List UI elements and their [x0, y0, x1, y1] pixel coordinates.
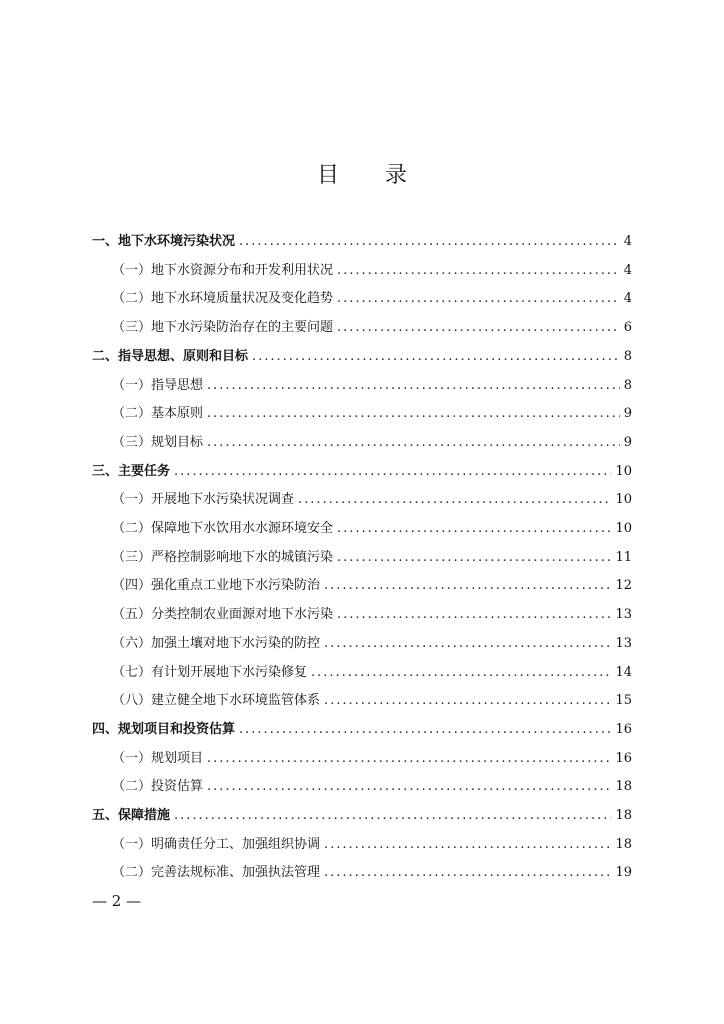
- toc-subsection-entry[interactable]: [92, 630, 632, 652]
- toc-entry-page: 13: [615, 635, 632, 651]
- toc-leader-dots: [207, 779, 611, 795]
- toc-entry-label: （七）有计划开展地下水污染修复: [112, 664, 308, 680]
- toc-leader-dots: [324, 837, 611, 853]
- toc-leader-dots: [252, 349, 620, 365]
- title-char-2: 录: [385, 163, 408, 188]
- toc-entry-label: （六）加强土壤对地下水污染的防控: [112, 635, 321, 651]
- toc-entry-label: （一）地下水资源分布和开发利用状况: [112, 262, 334, 278]
- toc-entry-page: 8: [623, 348, 632, 364]
- toc-entry-label: 五、保障措施: [92, 808, 171, 823]
- toc-entry-label: （一）明确责任分工、加强组织协调: [112, 836, 321, 852]
- toc-leader-dots: [337, 550, 611, 566]
- toc-leader-dots: [207, 406, 620, 422]
- toc-subsection-entry[interactable]: [92, 400, 632, 422]
- toc-section-entry[interactable]: [92, 802, 632, 824]
- toc-subsection-entry[interactable]: [92, 572, 632, 594]
- toc-entry-page: 8: [623, 377, 632, 393]
- toc-entry-label: （二）保障地下水饮用水水源环境安全: [112, 521, 334, 536]
- toc-entry-page: 12: [615, 578, 632, 594]
- toc-entry-page: 15: [615, 693, 632, 709]
- toc-section-entry[interactable]: [92, 716, 632, 738]
- toc-subsection-entry[interactable]: [92, 773, 632, 795]
- toc-entry-label: 三、主要任务: [92, 463, 171, 479]
- toc-leader-dots: [174, 808, 611, 824]
- toc-entry-label: 二、指导思想、原则和目标: [92, 348, 249, 364]
- toc-entry-page: 16: [615, 750, 632, 766]
- toc-entry-label: 一、地下水环境污染状况: [92, 234, 236, 249]
- toc-leader-dots: [324, 578, 611, 594]
- toc-leader-dots: [298, 492, 611, 508]
- page-number-footer: — 2 —: [92, 892, 142, 910]
- toc-entry-page: 13: [615, 607, 632, 623]
- toc-entry-label: （二）完善法规标准、加强执法管理: [112, 865, 321, 881]
- toc-entry-page: 9: [623, 406, 632, 422]
- toc-entry-label: （三）地下水污染防治存在的主要问题: [112, 320, 334, 336]
- toc-entry-label: （一）指导思想: [112, 377, 204, 393]
- toc-subsection-entry[interactable]: [92, 372, 632, 394]
- toc-subsection-entry[interactable]: [92, 831, 632, 853]
- toc-leader-dots: [324, 693, 611, 709]
- toc-leader-dots: [207, 751, 611, 767]
- toc-leader-dots: [324, 636, 611, 652]
- toc-subsection-entry[interactable]: [92, 659, 632, 681]
- toc-leader-dots: [311, 665, 611, 681]
- toc-entry-page: 10: [615, 463, 632, 479]
- toc-leader-dots: [337, 263, 620, 279]
- toc-section-entry[interactable]: [92, 228, 632, 250]
- toc-entry-page: 18: [615, 808, 632, 823]
- toc-entry-page: 4: [623, 234, 632, 249]
- toc-subsection-entry[interactable]: [92, 601, 632, 623]
- toc-leader-dots: [337, 320, 620, 336]
- toc-leader-dots: [207, 378, 620, 394]
- toc-entry-page: 16: [615, 721, 632, 737]
- toc-entry-page: 4: [623, 291, 632, 307]
- toc-subsection-entry[interactable]: [92, 544, 632, 566]
- toc-subsection-entry[interactable]: [92, 859, 632, 881]
- toc-leader-dots: [337, 521, 611, 537]
- toc-leader-dots: [174, 464, 611, 480]
- toc-subsection-entry[interactable]: [92, 745, 632, 767]
- toc-section-entry[interactable]: [92, 458, 632, 480]
- page-title: [0, 158, 724, 189]
- toc-entry-page: 9: [623, 434, 632, 450]
- toc-entry-page: 11: [615, 549, 632, 565]
- toc-entry-label: （四）强化重点工业地下水污染防治: [112, 578, 321, 594]
- toc-leader-dots: [239, 234, 620, 250]
- toc-subsection-entry[interactable]: [92, 257, 632, 279]
- toc-subsection-entry[interactable]: [92, 515, 632, 537]
- toc-entry-page: 18: [615, 779, 632, 795]
- toc-entry-label: （二）基本原则: [112, 406, 204, 422]
- toc-leader-dots: [207, 435, 620, 451]
- toc-entry-label: （二）地下水环境质量状况及变化趋势: [112, 291, 334, 307]
- title-char-1: 目: [316, 163, 339, 188]
- toc-leader-dots: [337, 607, 611, 623]
- toc-entry-page: 6: [623, 320, 632, 336]
- toc-entry-label: （八）建立健全地下水环境监管体系: [112, 693, 321, 709]
- toc-leader-dots: [324, 865, 611, 881]
- toc-entry-page: 10: [615, 492, 632, 508]
- toc-entry-page: 10: [615, 521, 632, 536]
- toc-subsection-entry[interactable]: [92, 687, 632, 709]
- toc-entry-page: 14: [615, 664, 632, 680]
- toc-leader-dots: [239, 722, 611, 738]
- toc-subsection-entry[interactable]: [92, 285, 632, 307]
- toc-entry-page: 18: [615, 836, 632, 852]
- toc-entry-label: （五）分类控制农业面源对地下水污染: [112, 607, 334, 623]
- toc-leader-dots: [337, 291, 620, 307]
- toc-entry-label: 四、规划项目和投资估算: [92, 721, 236, 737]
- toc-entry-page: 19: [615, 865, 632, 881]
- toc-subsection-entry[interactable]: [92, 486, 632, 508]
- toc-entry-label: （三）严格控制影响地下水的城镇污染: [112, 549, 334, 565]
- toc-entry-label: （一）规划项目: [112, 750, 204, 766]
- toc-entry-page: 4: [623, 262, 632, 278]
- toc-entry-label: （二）投资估算: [112, 779, 204, 795]
- toc-entry-label: （一）开展地下水污染状况调查: [112, 492, 295, 508]
- toc-section-entry[interactable]: [92, 343, 632, 365]
- toc-entry-label: （三）规划目标: [112, 434, 204, 450]
- toc-subsection-entry[interactable]: [92, 314, 632, 336]
- toc-subsection-entry[interactable]: [92, 429, 632, 451]
